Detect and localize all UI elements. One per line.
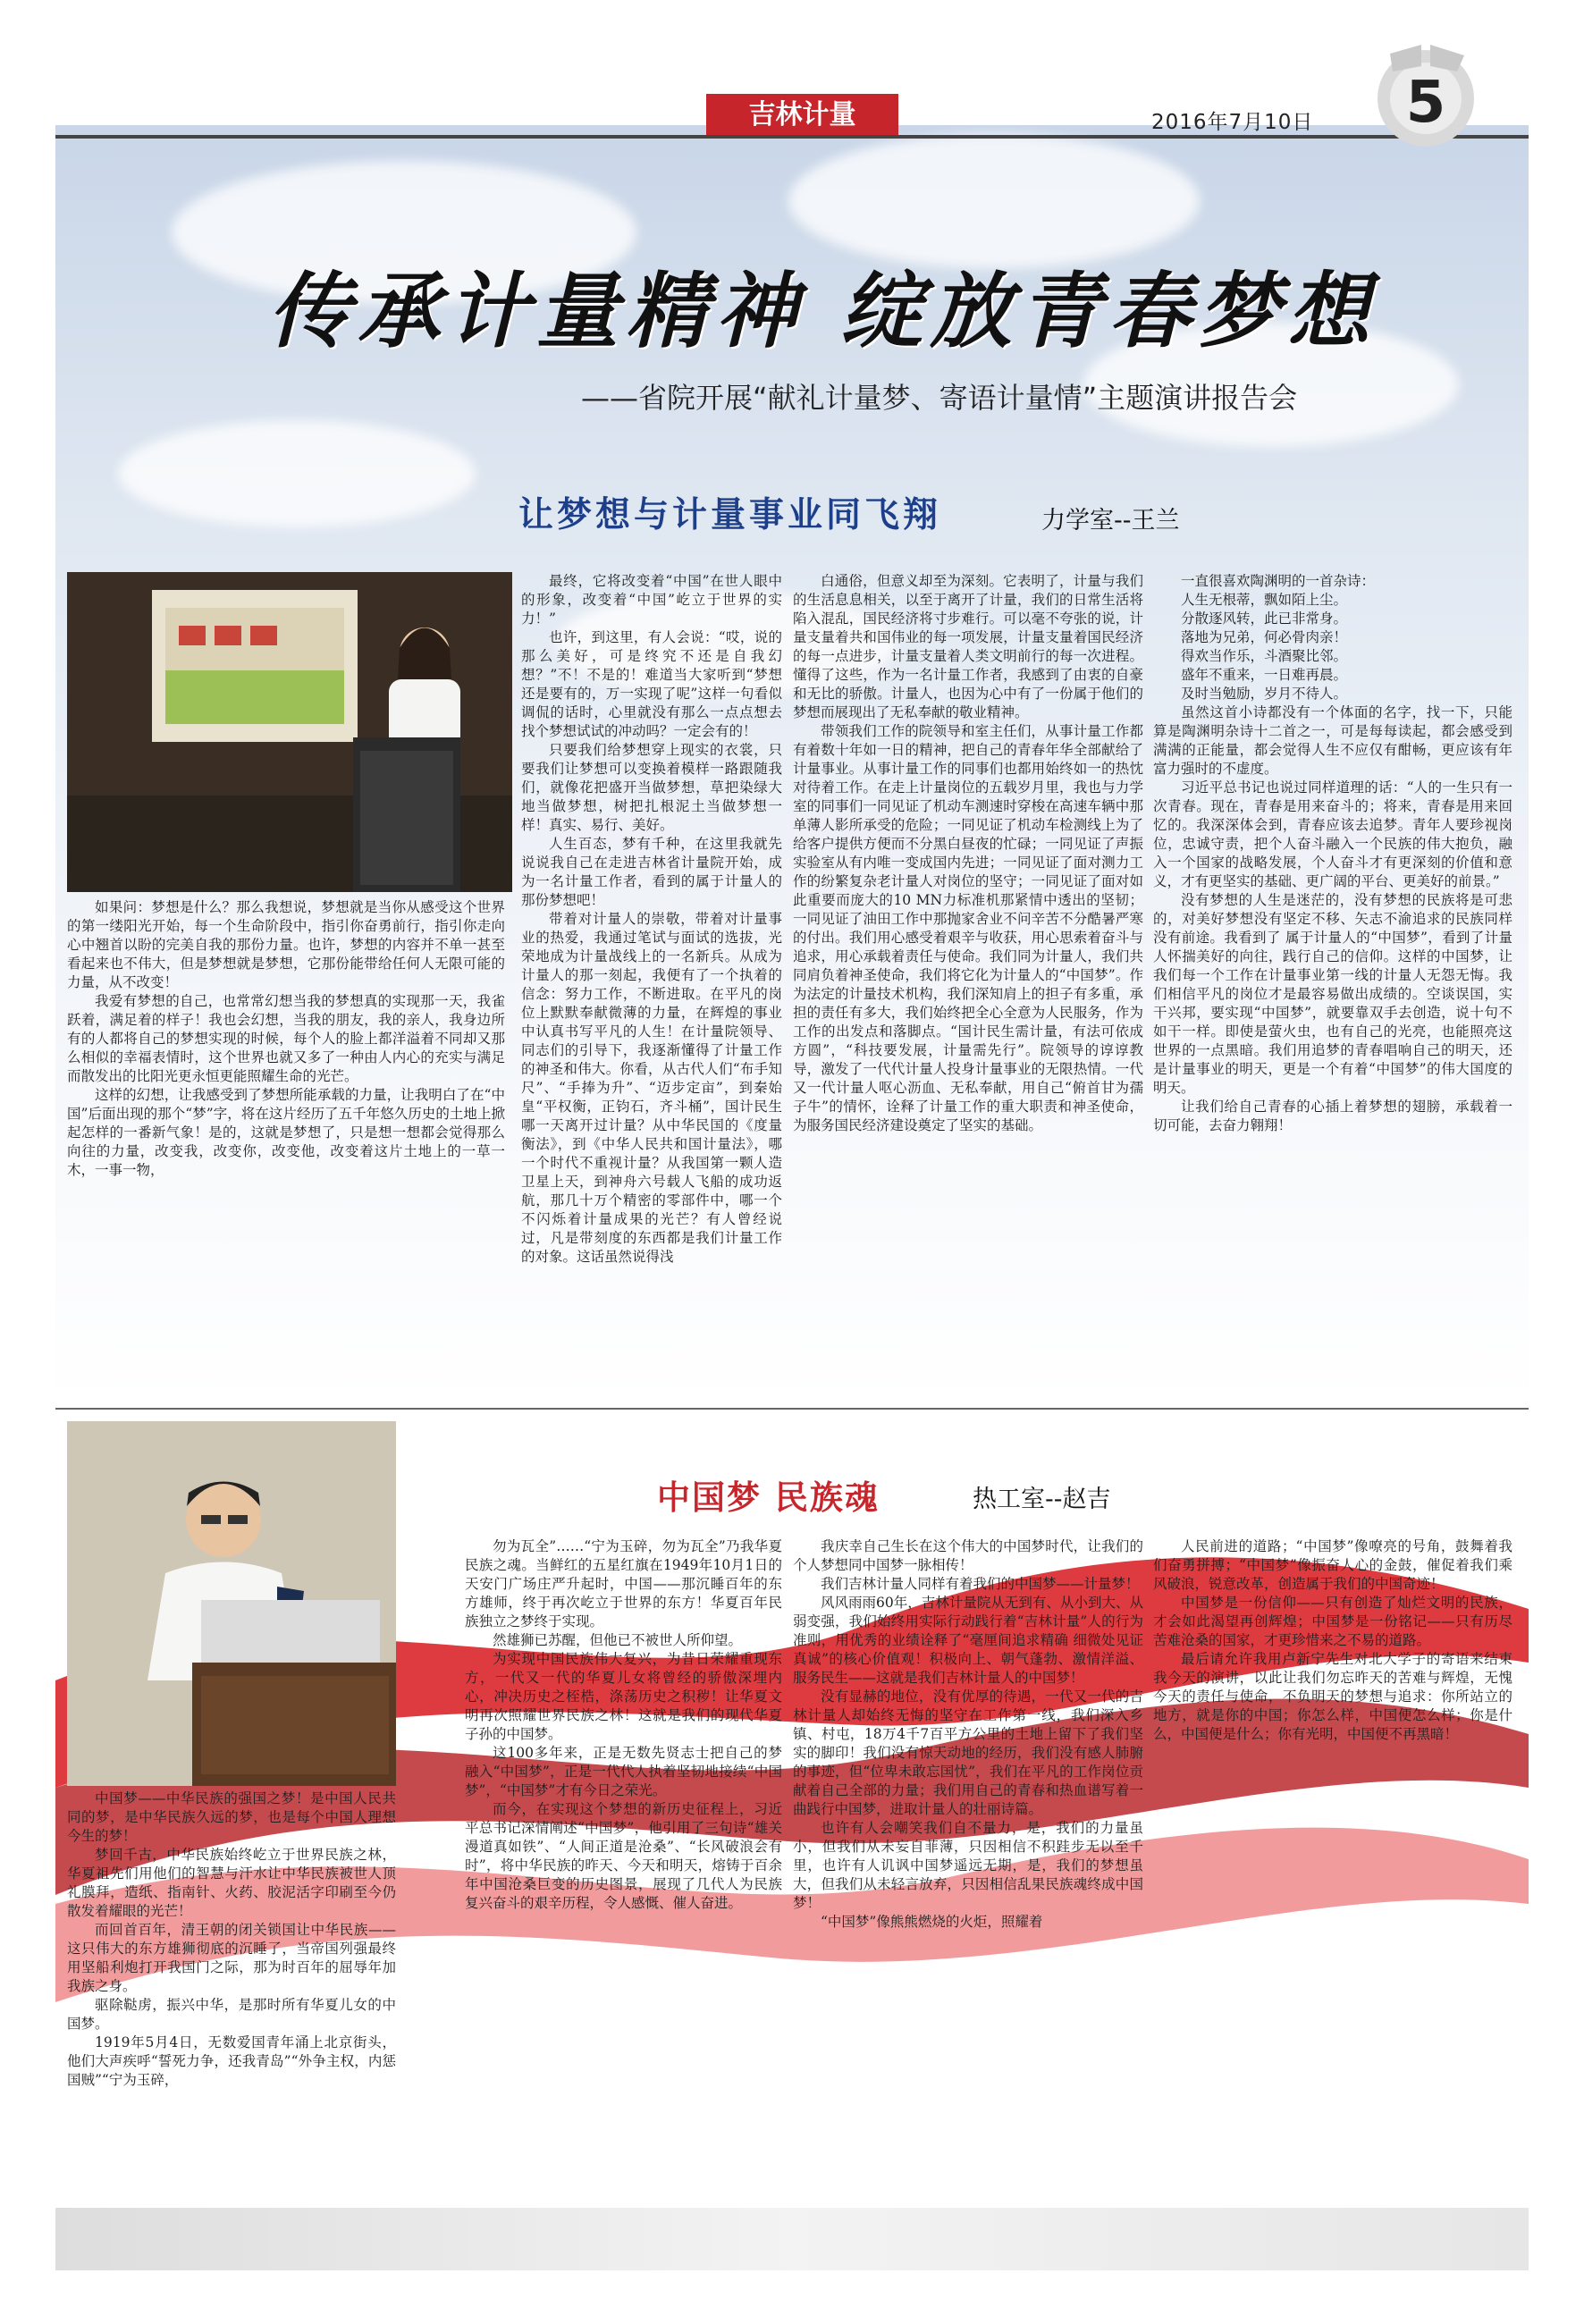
article2-heading: 中国梦 民族魂 (657, 1478, 880, 1517)
paragraph: 盛年不重来，一日难再晨。 (1181, 667, 1348, 683)
column-text (465, 1537, 782, 1913)
paragraph: 也许，到这里，有人会说：“哎，说的那么美好，可是终究不还是自我幻想？”不！不是的！难道当大家听到“梦想还是要有的，万一实现了呢”这样一句看似调侃的话时，心里就没有那么一点点想去找个梦想试试的冲动吗？一定会有的！ (521, 629, 782, 739)
paragraph: 如果问：梦想是什么？那么我想说，梦想就是当你从感受这个世界的第一缕阳光开始，每一个生命阶段中，指引你奋勇前行，指引你走向心中翘首以盼的完美自我的那份力量。也许，梦想的内容并不单一甚至看起来也不伟大，但是梦想就是梦想，它那份能带给任何人无限可能的力量，从不改变！ (67, 899, 505, 990)
paragraph: 人生无根蒂，飘如陌上尘。 (1181, 592, 1348, 608)
article1-column-3 (793, 572, 1143, 1394)
article2-column-3 (793, 1537, 1143, 2270)
paragraph: 带领我们工作的院领导和室主任们，从事计量工作都有着数十年如一日的精神，把自己的青春年华全部献给了计量事业。从事计量工作的同事们也都用始终如一的热忱对待着工作。在走上计量岗位的五载岁月里，我也与力学室的同事们一同见证了机动车测速时穿梭在高速车辆中那单薄人影所承受的危险；一同见证了机动车检测线上为了给客户提供方便而不分黑白昼夜的忙碌；一同见证了声振实验室从有内唯一变成国内先进；一同见证了面对测力工作的纷繁复杂老计量人对岗位的坚守；一同见证了面对如此重要而庞大的10 MN力标准机那紧情中透出的坚韧；一同见证了油田工作中那抛家舍业不问辛苦不分酷暑严寒的付出。我们用心感受着艰辛与收获，用心思索着奋斗与追求，用心承载着责任与使命。我们同为计量人，我们共同肩负着神圣使命，我们将它化为计量人的“中国梦”。作为法定的计量技术机构，我们深知肩上的担子有多重，承担的责任有多大，我们始终把全心全意为人民服务，作为工作的出发点和落脚点。“国计民生需计量，有法可依成方圆”，“科技要发展，计量需先行”。院领导的谆谆教导，激发了一代代计量人投身计量事业的无限热情。一代又一代计量人呕心沥血、无私奉献，用自己“俯首甘为孺子牛”的情怀，诠释了计量工作的重大职责和神圣使命，为服务国民经济建设奠定了坚实的基础。 (793, 723, 1143, 1133)
paragraph: 而今，在实现这个梦想的新历史征程上，习近平总书记深情阐述“中国梦”，他引用了三句诗“雄关漫道真如铁”、“人间正道是沧桑”、“长风破浪会有时”，将中华民族的昨天、今天和明天，熔铸于百余年中国沧桑巨变的历史图景，展现了几代人为民族复兴奋斗的艰辛历程，令人感慨、催人奋进。 (465, 1801, 782, 1911)
paragraph: 最终，它将改变着“中国”在世人眼中的形象，改变着“中国”屹立于世界的实力！” (521, 573, 782, 627)
column-text (67, 898, 505, 1180)
issue-date: 2016年7月10日 (1151, 111, 1314, 134)
column-text (1153, 1537, 1512, 1744)
paragraph: 勿为瓦全”……“宁为玉碎，勿为瓦全”乃我华夏民族之魂。当鲜红的五星红旗在1949年10月1日的天安门广场庄严升起时，中国——那沉睡百年的东方雄师，终于再次屹立于世界的东方！华夏百年民族独立之梦终于实现。 (465, 1538, 782, 1629)
section-divider (55, 1408, 1529, 1410)
paragraph: 我爱有梦想的自己，也常常幻想当我的梦想真的实现那一天，我雀跃着，满足着的样子！我也会幻想，当我的朋友，我的亲人，我身边所有的人都将自己的梦想实现的时候，每个人的脸上都洋溢着不同却又那么相似的幸福表情时，这个世界也就又多了一种由人内心的充实与满足而散发出的比阳光更永恒更能照耀生命的光芒。 (67, 993, 505, 1084)
page-subtitle: ——省院开展“献礼计量梦、寄语计量情”主题演讲报告会 (581, 381, 1298, 415)
paragraph: 这100多年来，正是无数先贤志士把自己的梦融入“中国梦”，正是一代代人执着坚韧地接续“中国梦”，“中国梦”才有今日之荣光。 (465, 1745, 782, 1798)
paragraph: 没有梦想的人生是迷茫的，没有梦想的民族将是可悲的，对美好梦想没有坚定不移、矢志不渝追求的民族同样没有前途。我看到了 属于计量人的“中国梦”，看到了计量人怀揣美好的向往，践行自己的信仰。这样的中国梦，让我们每一个工作在计量事业第一线的计量人无怨无悔。我们相信平凡的岗位才是最容易做出成绩的。空谈误国，实干兴邦，要实现“中国梦”，就要靠双手去创造，说十句不如干一样。即使是萤火虫，也有自己的光亮，也能照亮这世界的一点黑暗。我们用追梦的青春唱响自己的明天，还是计量事业的明天，更是一个有着“中国梦”的伟大国度的明天。 (1153, 892, 1512, 1096)
article2-column-4 (1153, 1537, 1512, 2270)
paragraph: 然雄狮已苏醒，但他已不被世人所仰望。 (493, 1632, 743, 1648)
paragraph: 风风雨雨60年，吉林计量院从无到有、从小到大、从弱变强，我们始终用实际行动践行着“吉林计量”人的行为准则，用优秀的业绩诠释了“毫厘间追求精确 细微处见证真诚”的核心价值观！积极向上、朝气蓬勃、激情洋溢、服务民生——这就是我们吉林计量人的中国梦！ (793, 1595, 1143, 1686)
paragraph: 中国梦——中华民族的强国之梦！是中国人民共同的梦，是中华民族久远的梦，也是每个中国人理想今生的梦！ (67, 1790, 396, 1844)
paragraph: 只要我们给梦想穿上现实的衣裳，只要我们让梦想可以变换着模样一路跟随我们，就像花把盛开当做梦想，草把染绿大地当做梦想，树把扎根泥土当做梦想一样！真实、易行、美好。 (521, 742, 782, 833)
page-number: 5 (1405, 70, 1446, 136)
paragraph: 落地为兄弟，何必骨肉亲！ (1181, 629, 1348, 645)
article2-column-1 (67, 1789, 396, 2272)
page-number-badge (1368, 36, 1484, 152)
paragraph: 最后请允许我用卢新宁先生对北大学子的寄语来结束我今天的演讲，以此让我们勿忘昨天的苦难与辉煌，无愧今天的责任与使命，不负明天的梦想与追求：你所站立的地方，就是你的中国；你怎么样，中国便怎么样；你是什么，中国便是什么；你有光明，中国便不再黑暗！ (1153, 1651, 1512, 1742)
paragraph: “中国梦”像熊熊燃烧的火炬，照耀着 (821, 1914, 1043, 1930)
paragraph: 也许有人会嘲笑我们自不量力，是，我们的力量虽小，但我们从未妄自菲薄，只因相信不积跬步无以至千里，也许有人讥讽中国梦遥远无期，是，我们的梦想虽大，但我们从未轻言放弃，只因相信乱果民族魂终成中国梦！ (793, 1820, 1143, 1911)
article1-heading: 让梦想与计量事业同飞翔 (518, 494, 942, 535)
paragraph: 人生百态，梦有千种，在这里我就先说说我自己在走进吉林省计量院开始，成为一名计量工作者，看到的属于计量人的那份梦想吧！ (521, 836, 782, 908)
column-text (1153, 572, 1512, 1135)
paragraph: 人民前进的道路；“中国梦”像嘹亮的号角，鼓舞着我们奋勇拼搏；“中国梦”像振奋人心的金鼓，催促着我们乘风破浪，锐意改革，创造属于我们的中国奇迹！ (1153, 1538, 1512, 1592)
paragraph: 没有显赫的地位，没有优厚的待遇，一代又一代的吉林计量人却始终无悔的坚守在工作第一线，我们深入乡镇、村屯，18万4千7百平方公里的土地上留下了我们坚实的脚印！我们没有惊天动地的经历，我们没有感人肺腑的事迹，但“位卑未敢忘国忧”，我们在平凡的工作岗位贡献着自己全部的力量；我们用自己的青春和热血谱写着一曲践行中国梦，进取计量人的壮丽诗篇。 (793, 1688, 1143, 1817)
paragraph: 我庆幸自己生长在这个伟大的中国梦时代，让我们的个人梦想同中国梦一脉相传！ (793, 1538, 1143, 1573)
paragraph: 及时当勉励，岁月不待人。 (1181, 686, 1348, 702)
paragraph: 白通俗，但意义却至为深刻。它表明了，计量与我们的生活息息相关，以至于离开了计量，我们的日常生活将陷入混乱，国民经济将寸步难行。可以毫不夸张的说，计量支量着共和国伟业的每一项发展，计量支量着国民经济的每一点进步，计量支量着人类文明前行的每一次进程。懂得了这些，作为一名计量工作者，我感到了由衷的自豪和无比的骄傲。计量人，也因为心中有了一份属于他们的梦想而展现出了无私奉献的敬业精神。 (793, 573, 1143, 720)
article1-column-1 (67, 898, 505, 1394)
article2-author: 热工室--赵吉 (973, 1486, 1111, 1513)
page-title: 传承计量精神 绽放青春梦想 (268, 263, 1378, 359)
speaker-photo-wang (67, 572, 512, 892)
paragraph: 这样的幻想，让我感受到了梦想所能承载的力量，让我明白了在“中国”后面出现的那个“梦”字，将在这片经历了五千年悠久历史的土地上掀起怎样的一番新气象！是的，这就是梦想了，只是想一想都会觉得那么向往的力量，改变我，改变你，改变他，改变着这片土地上的一草一木，一事一物， (67, 1087, 505, 1178)
article1-column-4 (1153, 572, 1512, 1394)
column-text (67, 1789, 396, 2090)
paragraph: 一直很喜欢陶渊明的一首杂诗： (1181, 573, 1376, 589)
header-rule (55, 135, 1529, 139)
article2-column-2 (465, 1537, 782, 2270)
paragraph: 让我们给自己青春的心插上着梦想的翅膀，承载着一切可能，去奋力翱翔！ (1153, 1099, 1512, 1133)
paragraph: 我们吉林计量人同样有着我们的中国梦——计量梦！ (821, 1576, 1140, 1592)
article1-column-2 (521, 572, 782, 1394)
paragraph: 1919年5月4日，无数爱国青年涌上北京街头，他们大声疾呼“誓死力争，还我青岛”“外争主权，内惩国贼”“宁为玉碎， (67, 2034, 396, 2088)
column-text (793, 572, 1143, 1135)
masthead: 吉林计量 (706, 94, 898, 137)
paragraph: 驱除鞑虏，振兴中华，是那时所有华夏儿女的中国梦。 (67, 1997, 396, 2032)
paragraph: 中国梦是一份信仰——只有创造了灿烂文明的民族，才会如此渴望再创辉煌；中国梦是一份铭记——只有历尽苦难沧桑的国家，才更珍惜来之不易的道路。 (1153, 1595, 1512, 1648)
article1-author: 力学室--王兰 (1041, 507, 1180, 535)
paragraph: 梦回千古，中华民族始终屹立于世界民族之林，华夏祖先们用他们的智慧与汗水让中华民族被世人顶礼膜拜，造纸、指南针、火药、胶泥活字印刷至今仍散发着耀眼的光芒！ (67, 1847, 396, 1919)
paragraph: 而回首百年，清王朝的闭关锁国让中华民族——这只伟大的东方雄狮彻底的沉睡了，当帝国列强最终用坚船利炮打开我国门之际，那为时百年的屈辱年加我族之身。 (67, 1922, 396, 1994)
paragraph: 为实现中国民族伟大复兴，为昔日荣耀重现东方，一代又一代的华夏儿女将曾经的骄傲深埋内心，冲决历史之桎梏，涤荡历史之积秽！让华夏文明再次照耀世界民族之林！这就是我们的现代华夏子孙的中国梦。 (465, 1651, 782, 1742)
column-text (521, 572, 782, 1267)
paragraph: 得欢当作乐，斗酒聚比邻。 (1181, 648, 1348, 664)
speaker-photo-zhao (67, 1421, 396, 1786)
paragraph: 虽然这首小诗都没有一个体面的名字，找一下，只能算是陶渊明杂诗十二首之一，可是每每读起，都会感受到满满的正能量，都会觉得人生不应仅有酣畅，更应该有年富力强时的不虚度。 (1153, 704, 1512, 777)
column-text (793, 1537, 1143, 1932)
paragraph: 带着对计量人的崇敬，带着对计量事业的热爱，我通过笔试与面试的选拔，光荣地成为计量战线上的一名新兵。从成为计量人的那一刻起，我便有了一个执着的信念：努力工作，不断进取。在平凡的岗位上默默奉献微薄的力量，在辉煌的事业中认真书写平凡的人生！在计量院领导、同志们的引导下，我逐渐懂得了计量工作的神圣和伟大。你看，从古代人们“布手知尺”、“手捧为升”、“迈步定亩”，到秦始皇“平权衡，正钧石，齐斗桶”，国计民生哪一天离开过计量？从中华民国的《度量衡法》，到《中华人民共和国计量法》，哪一个时代不重视计量？从我国第一颗人造卫星上天，到神舟六号载人飞船的成功返航，那几十万个精密的零部件中，哪一个不闪烁着计量成果的光芒？有人曾经说过，凡是带刻度的东西都是我们计量工作的对象。这话虽然说得浅 (521, 911, 782, 1265)
paragraph: 分散逐风转，此已非常身。 (1181, 610, 1348, 627)
paragraph: 习近平总书记也说过同样道理的话：“人的一生只有一次青春。现在，青春是用来奋斗的；将来，青春是用来回忆的。我深深体会到，青春应该去追梦。青年人要珍视岗位，忠诚守责，把个人奋斗融入一个民族的伟大抱负，融入一个国家的战略发展，个人奋斗才有更深刻的价值和意义，才有更坚实的基础、更广阔的平台、更美好的前景。” (1153, 779, 1512, 889)
